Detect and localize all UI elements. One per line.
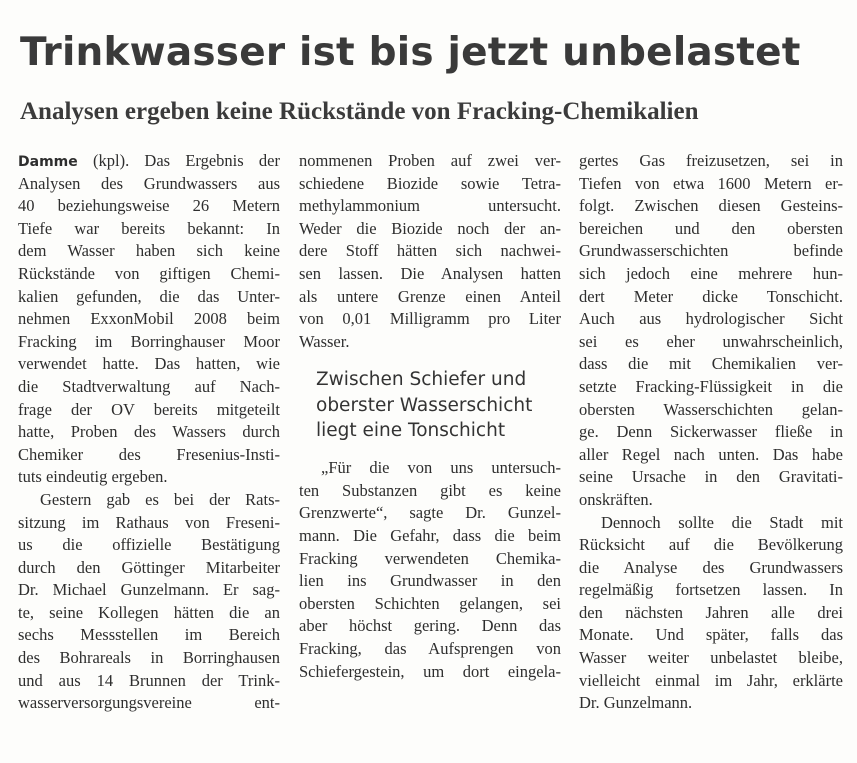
- text-line: den nächsten Jahren alle drei: [579, 602, 843, 622]
- text-line: Monate. Und später, falls das: [579, 625, 843, 645]
- text-line: dem Wasser haben sich keine: [18, 241, 280, 261]
- text-line: dert Meter dicke Tonschicht.: [579, 286, 843, 306]
- text-line: sitzung im Rathaus von Freseni-: [18, 512, 280, 532]
- text-line: Fracking im Borringhauser Moor: [18, 331, 280, 351]
- text-line: sechs Messstellen im Bereich: [18, 625, 280, 645]
- text-line: aller Regel nach unten. Das habe: [579, 444, 843, 464]
- text-line: onskräften.: [579, 489, 653, 509]
- text-line: Fracking verwendeten Chemika-: [299, 548, 561, 568]
- headline: Trinkwasser ist bis jetzt unbelastet: [20, 30, 801, 75]
- text-line: als untere Grenze einen Anteil: [299, 286, 561, 306]
- article-column-3: [579, 150, 843, 715]
- text-line: die Stadtverwaltung auf Nach-: [18, 376, 280, 396]
- text-line: Grundwasserschichten befinde: [579, 241, 843, 261]
- text-line: Auch aus hydrologischer Sicht: [579, 309, 843, 329]
- text-line: die Analyse des Grundwassers: [579, 557, 843, 577]
- text-line: des Bohrareals in Borringhausen: [18, 648, 280, 668]
- text-line: obersten Wasserschichten gelan-: [579, 399, 843, 419]
- text-line: seine Ursache in den Gravitati-: [579, 467, 843, 487]
- dateline: Damme: [18, 154, 78, 170]
- text-line: verwendet hatte. Das hatten, wie: [18, 354, 280, 374]
- text-line: ten Substanzen gibt es keine: [299, 480, 561, 500]
- text-line: Tiefen von etwa 1600 Metern er-: [579, 173, 843, 193]
- article-column-1: [18, 150, 280, 715]
- text-line: Gestern gab es bei der Rats-: [40, 489, 280, 509]
- text-line: durch den Göttinger Mitarbeiter: [18, 557, 280, 577]
- intertitle-line: oberster Wasserschicht: [316, 394, 533, 416]
- text-line: nehmen ExxonMobil 2008 beim: [18, 309, 280, 329]
- text-line: und aus 14 Brunnen der Trink-: [18, 670, 280, 690]
- text-line: schiedene Biozide sowie Tetra-: [299, 173, 561, 193]
- article-column-2: [299, 150, 561, 683]
- text-line: bereichen und den obersten: [579, 218, 843, 238]
- text-line: sich jedoch eine mehrere hun-: [579, 263, 843, 283]
- text-line: regelmäßig fortsetzen lassen. In: [579, 580, 843, 600]
- text-line: Dr. Michael Gunzelmann. Er sag-: [18, 580, 280, 600]
- text-line: dere Stoff hätten sich nachwei-: [299, 241, 561, 261]
- subheadline: Analysen ergeben keine Rückstände von Fracking-Chemikalien: [20, 98, 699, 125]
- text-line: Dr. Gunzelmann.: [579, 693, 693, 713]
- text-line: Weder die Biozide noch der an-: [299, 218, 561, 238]
- text-line: methylammonium untersucht.: [299, 196, 561, 216]
- text-line: lien ins Grundwasser in den: [299, 571, 561, 591]
- intertitle-line: liegt eine Tonschicht: [316, 419, 506, 441]
- text-line: nommenen Proben auf zwei ver-: [299, 151, 561, 170]
- text-line: mann. Die Gefahr, dass die beim: [299, 526, 561, 546]
- text-line: tuts eindeutig ergeben.: [18, 467, 168, 487]
- text-line: setzte Fracking-Flüssigkeit in die: [579, 376, 843, 396]
- text-line: Rücksicht auf die Bevölkerung: [579, 535, 843, 555]
- text-line: sen lassen. Die Analysen hatten: [299, 263, 561, 283]
- text-line: us die offizielle Bestätigung: [18, 535, 280, 555]
- text-line: Analysen des Grundwassers aus: [18, 173, 280, 193]
- text-line: gertes Gas freizusetzen, sei in: [579, 151, 843, 170]
- text-line: Tiefe war bereits bekannt: In: [18, 218, 280, 238]
- text-line: kalien gefunden, die das Unter-: [18, 286, 280, 306]
- intertitle: [299, 353, 561, 457]
- text-line: ge. Denn Sickerwasser fließe in: [579, 422, 843, 442]
- text-line: frage der OV bereits mitgeteilt: [18, 399, 280, 419]
- text-line: dass die mit Chemikalien ver-: [579, 354, 843, 374]
- text-line: obersten Schichten gelangen, sei: [299, 593, 561, 613]
- text-line: aber höchst gering. Denn das: [299, 616, 561, 636]
- text-line: von 0,01 Milligramm pro Liter: [299, 309, 561, 329]
- text-line: Wasser weiter unbelastet bleibe,: [579, 648, 843, 668]
- intertitle-line: Zwischen Schiefer und: [316, 369, 527, 391]
- text-line: 40 beziehungsweise 26 Metern: [18, 196, 280, 216]
- text-line: Grenzwerte“, sagte Dr. Gunzel-: [299, 503, 561, 523]
- text-line: sei es eher unwahrscheinlich,: [579, 331, 843, 351]
- text-line: Schiefergestein, um dort eingela-: [299, 661, 561, 681]
- text-line: hatte, Proben des Wassers durch: [18, 422, 280, 442]
- text-line: wasserversorgungsvereine ent-: [18, 693, 280, 713]
- text-line: Wasser.: [299, 331, 350, 351]
- text-line: Dennoch sollte die Stadt mit: [601, 512, 843, 532]
- text-line: Chemiker des Fresenius-Insti-: [18, 444, 280, 464]
- text-line: vielleicht einmal im Jahr, erklärte: [579, 670, 843, 690]
- text-line: Damme (kpl). Das Ergebnis der: [18, 151, 280, 170]
- text-line: Rückstände von giftigen Chemi-: [18, 263, 280, 283]
- text-line: „Für die von uns untersuch-: [321, 458, 561, 478]
- text-line: folgt. Zwischen diesen Gesteins-: [579, 196, 843, 216]
- text-line: te, seine Kollegen hätten die an: [18, 602, 280, 622]
- text-line: Fracking, das Aufsprengen von: [299, 638, 561, 658]
